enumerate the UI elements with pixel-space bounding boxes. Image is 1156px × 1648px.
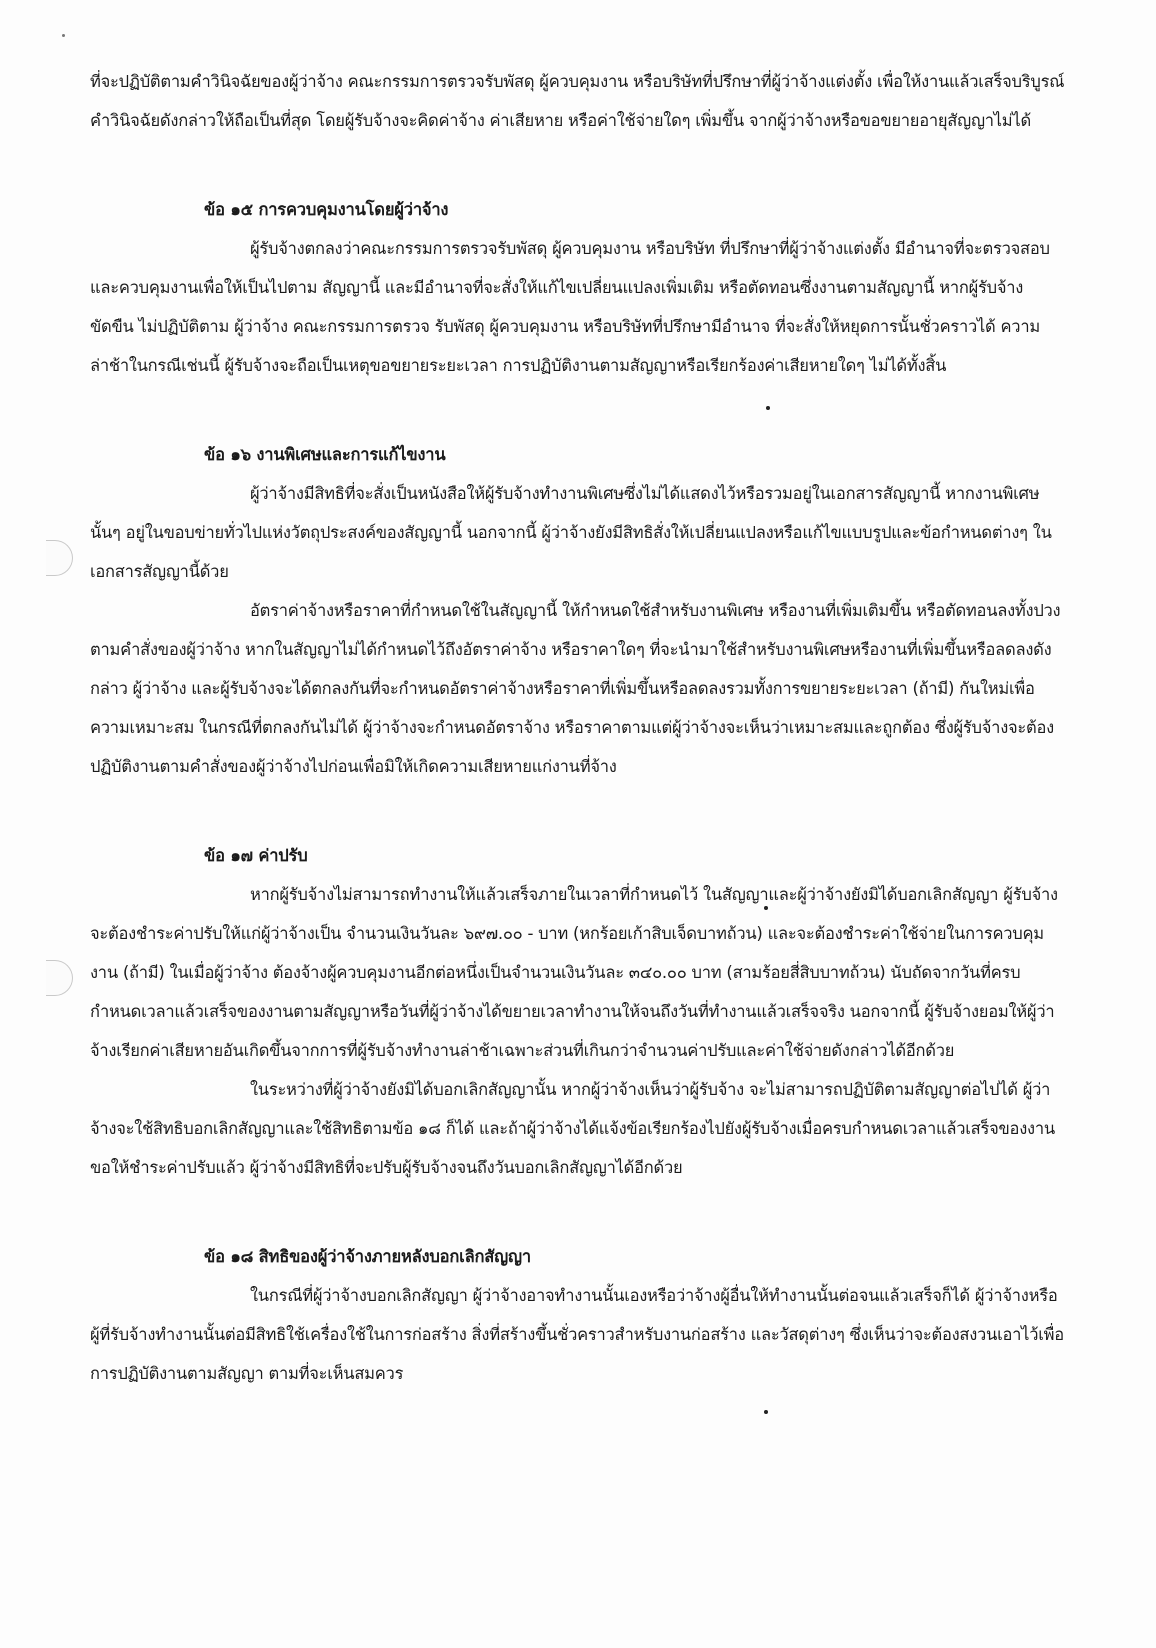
spacer xyxy=(90,786,1066,836)
spacer xyxy=(90,140,1066,190)
punch-hole-upper xyxy=(46,540,73,576)
scan-artifact-dot xyxy=(62,34,65,37)
spacer xyxy=(90,385,1066,435)
scan-speck xyxy=(764,1410,768,1414)
clause-17-heading: ข้อ ๑๗ ค่าปรับ xyxy=(204,846,308,865)
clause-15-paragraph-1: ผู้รับจ้างตกลงว่าคณะกรรมการตรวจรับพัสดุ ผู้ควบคุมงาน หรือบริษัท ที่ปรึกษาที่ผู้ว่าจ้างแต่งตั้ง มีอำนาจที่จะตรวจสอบและควบคุมงานเพื่อให้เป็นไปตาม สัญญานี้ และมีอำนาจที่จะสั่งให้แก้ไขเปลี่ยนแปลงเพิ่มเติม หรือตัดทอนซึ่งงานตามสัญญานี้ หากผู้รับจ้างขัดขืน ไม่ปฏิบัติตาม ผู้ว่าจ้าง คณะกรรมการตรวจ รับพัสดุ ผู้ควบคุมงาน หรือบริษัทที่ปรึกษามีอำนาจ ที่จะสั่งให้หยุดการนั้นชั่วคราวได้ ความล่าช้าในกรณีเช่นนี้ ผู้รับจ้างจะถือเป็นเหตุขอขยายระยะเวลา การปฏิบัติงานตามสัญญาหรือเรียกร้องค่าเสียหายใดๆ ไม่ได้ทั้งสิ้น xyxy=(90,239,1050,375)
punch-hole-lower xyxy=(46,960,73,996)
clause-18-heading: ข้อ ๑๘ สิทธิของผู้ว่าจ้างภายหลังบอกเลิกสัญญา xyxy=(204,1247,531,1266)
clause-16-paragraph-1: ผู้ว่าจ้างมีสิทธิที่จะสั่งเป็นหนังสือให้ผู้รับจ้างทำงานพิเศษซึ่งไม่ได้แสดงไว้หรือรวมอยู่ในเอกสารสัญญานี้ หากงานพิเศษนั้นๆ อยู่ในขอบข่ายทั่วไปแห่งวัตถุประสงค์ของสัญญานี้ นอกจากนี้ ผู้ว่าจ้างยังมีสิทธิสั่งให้เปลี่ยนแปลงหรือแก้ไขแบบรูปและข้อกำหนดต่างๆ ในเอกสารสัญญานี้ด้วย xyxy=(90,484,1052,581)
clause-17-paragraph-1: หากผู้รับจ้างไม่สามารถทำงานให้แล้วเสร็จภายในเวลาที่กำหนดไว้ ในสัญญาและผู้ว่าจ้างยังมิได้บอกเลิกสัญญา ผู้รับจ้างจะต้องชำระค่าปรับให้แก่ผู้ว่าจ้างเป็น จำนวนเงินวันละ ๖๙๗.๐๐ - บาท (หกร้อยเก้าสิบเจ็ดบาทถ้วน) และจะต้องชำระค่าใช้จ่ายในการควบคุมงาน (ถ้ามี) ในเมื่อผู้ว่าจ้าง ต้องจ้างผู้ควบคุมงานอีกต่อหนึ่งเป็นจำนวนเงินวันละ ๓๔๐.๐๐ บาท (สามร้อยสี่สิบบาทถ้วน) นับถัดจากวันที่ครบกำหนดเวลาแล้วเสร็จของงานตามสัญญาหรือวันที่ผู้ว่าจ้างได้ขยายเวลาทำงานให้จนถึงวันที่ทำงานแล้วเสร็จจริง นอกจากนี้ ผู้รับจ้างยอมให้ผู้ว่าจ้างเรียกค่าเสียหายอันเกิดขึ้นจากการที่ผู้รับจ้างทำงานล่าช้าเฉพาะส่วนที่เกินกว่าจำนวนค่าปรับและค่าใช้จ่ายดังกล่าวได้อีกด้วย xyxy=(90,885,1058,1060)
clause-15-heading: ข้อ ๑๕ การควบคุมงานโดยผู้ว่าจ้าง xyxy=(204,200,449,219)
spacer xyxy=(90,1187,1066,1237)
clause-18-paragraph-1: ในกรณีที่ผู้ว่าจ้างบอกเลิกสัญญา ผู้ว่าจ้างอาจทำงานนั้นเองหรือว่าจ้างผู้อื่นให้ทำงานนั้นต่อจนแล้วเสร็จก็ได้ ผู้ว่าจ้างหรือผู้ที่รับจ้างทำงานนั้นต่อมีสิทธิใช้เครื่องใช้ในการก่อสร้าง สิ่งที่สร้างขึ้นชั่วคราวสำหรับงานก่อสร้าง และวัสดุต่างๆ ซึ่งเห็นว่าจะต้องสงวนเอาไว้เพื่อการปฏิบัติงานตามสัญญา ตามที่จะเห็นสมควร xyxy=(90,1286,1064,1383)
clause-16-heading: ข้อ ๑๖ งานพิเศษและการแก้ไขงาน xyxy=(204,445,446,464)
document-body xyxy=(90,62,1066,1393)
opening-paragraph: ที่จะปฏิบัติตามคำวินิจฉัยของผู้ว่าจ้าง คณะกรรมการตรวจรับพัสดุ ผู้ควบคุมงาน หรือบริษัทที่ปรึกษาที่ผู้ว่าจ้างแต่งตั้ง เพื่อให้งานแล้วเสร็จบริบูรณ์ คำวินิจฉัยดังกล่าวให้ถือเป็นที่สุด โดยผู้รับจ้างจะคิดค่าจ้าง ค่าเสียหาย หรือค่าใช้จ่ายใดๆ เพิ่มขึ้น จากผู้ว่าจ้างหรือขอขยายอายุสัญญาไม่ได้ xyxy=(90,72,1065,130)
clause-16-paragraph-2: อัตราค่าจ้างหรือราคาที่กำหนดใช้ในสัญญานี้ ให้กำหนดใช้สำหรับงานพิเศษ หรืองานที่เพิ่มเติมขึ้น หรือตัดทอนลงทั้งปวงตามคำสั่งของผู้ว่าจ้าง หากในสัญญาไม่ได้กำหนดไว้ถึงอัตราค่าจ้าง หรือราคาใดๆ ที่จะนำมาใช้สำหรับงานพิเศษหรืองานที่เพิ่มขึ้นหรือลดลงดังกล่าว ผู้ว่าจ้าง และผู้รับจ้างจะได้ตกลงกันที่จะกำหนดอัตราค่าจ้างหรือราคาที่เพิ่มขึ้นหรือลดลงรวมทั้งการขยายระยะเวลา (ถ้ามี) กันใหม่เพื่อความเหมาะสม ในกรณีที่ตกลงกันไม่ได้ ผู้ว่าจ้างจะกำหนดอัตราจ้าง หรือราคาตามแต่ผู้ว่าจ้างจะเห็นว่าเหมาะสมและถูกต้อง ซึ่งผู้รับจ้างจะต้องปฏิบัติงานตามคำสั่งของผู้ว่าจ้างไปก่อนเพื่อมิให้เกิดความเสียหายแก่งานที่จ้าง xyxy=(90,601,1061,776)
clause-17-paragraph-2: ในระหว่างที่ผู้ว่าจ้างยังมิได้บอกเลิกสัญญานั้น หากผู้ว่าจ้างเห็นว่าผู้รับจ้าง จะไม่สามารถปฏิบัติตามสัญญาต่อไปได้ ผู้ว่าจ้างจะใช้สิทธิบอกเลิกสัญญาและใช้สิทธิตามข้อ ๑๘ ก็ได้ และถ้าผู้ว่าจ้างได้แจ้งข้อเรียกร้องไปยังผู้รับจ้างเมื่อครบกำหนดเวลาแล้วเสร็จของงานขอให้ชำระค่าปรับแล้ว ผู้ว่าจ้างมีสิทธิที่จะปรับผู้รับจ้างจนถึงวันบอกเลิกสัญญาได้อีกด้วย xyxy=(90,1080,1055,1177)
